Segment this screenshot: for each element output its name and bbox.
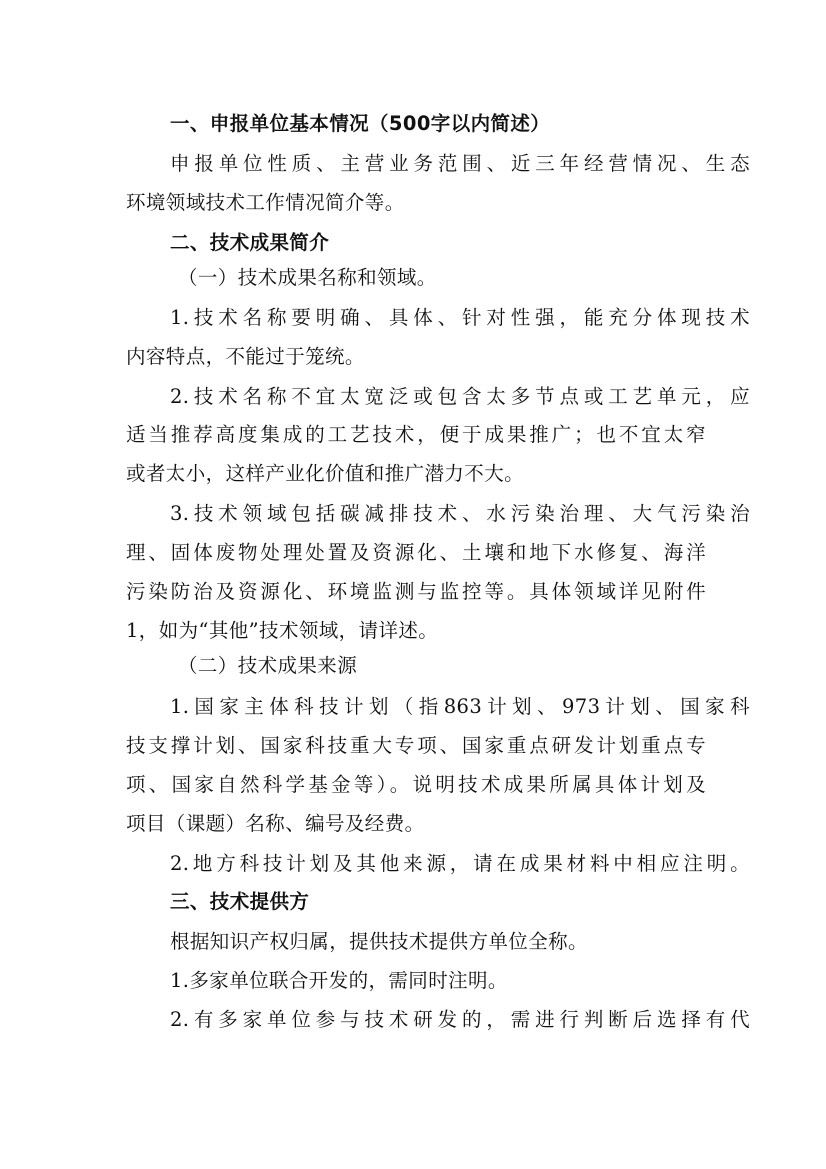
paragraph-line: 污染防治及资源化、环境监测与监控等。具体领域详见附件 [126, 580, 706, 603]
paragraph-line: 项目（课题）名称、编号及经费。 [126, 812, 425, 835]
heading-section-2: 二、技术成果简介 [170, 231, 330, 254]
paragraph-line: 理、固体废物处理处置及资源化、土壤和地下水修复、海洋 [126, 541, 706, 564]
paragraph-line: 申报单位性质、主营业务范围、近三年经营情况、生态 [170, 152, 750, 175]
heading-section-1: 一、申报单位基本情况（500字以内简述） [170, 112, 551, 135]
paragraph-line: 2.技术名称不宜太宽泛或包含太多节点或工艺单元，应 [170, 385, 750, 408]
paragraph-line: 环境领域技术工作情况简介等。 [126, 191, 405, 214]
paragraph-line: 1，如为“其他”技术领域，请详述。 [126, 619, 439, 642]
paragraph-line: 1.国家主体科技计划（指863计划、973计划、国家科 [170, 695, 750, 718]
paragraph-line: 适当推荐高度集成的工艺技术，便于成果推广；也不宜太窄 [126, 423, 706, 446]
paragraph-line: 2.有多家单位参与技术研发的，需进行判断后选择有代 [170, 1008, 750, 1031]
paragraph-line: 3.技术领域包括碳减排技术、水污染治理、大气污染治 [170, 502, 750, 525]
subheading-2: （二）技术成果来源 [178, 654, 358, 677]
paragraph-line: 1.多家单位联合开发的，需同时注明。 [170, 969, 508, 992]
paragraph-line: 项、国家自然科学基金等）。说明技术成果所属具体计划及 [126, 773, 706, 796]
paragraph-line: 2.地方科技计划及其他来源，请在成果材料中相应注明。 [170, 852, 750, 875]
heading-section-3: 三、技术提供方 [170, 890, 310, 913]
paragraph-line: 1.技术名称要明确、具体、针对性强，能充分体现技术 [170, 306, 750, 329]
paragraph-line: 技支撑计划、国家科技重大专项、国家重点研发计划重点专 [126, 734, 706, 757]
paragraph-line: 内容特点，不能过于笼统。 [126, 345, 365, 368]
subheading-1: （一）技术成果名称和领域。 [178, 266, 437, 289]
paragraph-line: 或者太小，这样产业化价值和推广潜力不大。 [126, 462, 525, 485]
paragraph-line: 根据知识产权归属，提供技术提供方单位全称。 [170, 930, 588, 953]
